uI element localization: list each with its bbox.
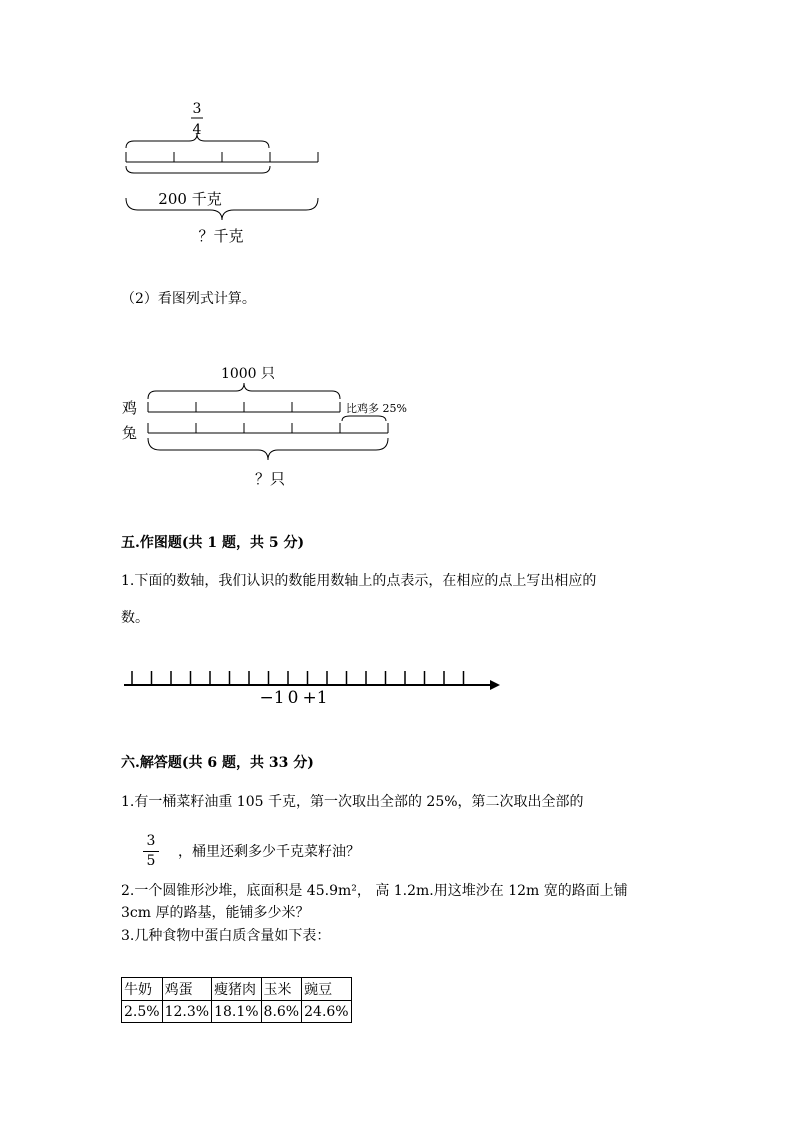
section-5-heading: 五.作图题(共 1 题，共 5 分): [121, 535, 305, 551]
table-cell: 12.3%: [162, 1001, 211, 1023]
fraction-denominator: 4: [192, 122, 202, 138]
fraction-numerator: 3: [192, 101, 202, 117]
row-chicken-label: 鸡: [122, 399, 138, 417]
table-row: [122, 1001, 352, 1023]
section-6-heading: 六.解答题(共 6 题，共 33 分): [121, 755, 314, 771]
total-weight-label: ？千克: [198, 227, 244, 245]
section-5-q1-line1: 1.下面的数轴，我们认识的数能用数轴上的点表示，在相应的点上写出相应的: [121, 573, 597, 589]
question-2-label: （2）看图列式计算。: [121, 291, 256, 307]
section-6-q2-line1: 2.一个圆锥形沙堆，底面积是 45.9m²， 高 1.2m.用这堆沙在 12m 宽的路面上铺: [121, 883, 628, 899]
protein-table: [121, 977, 352, 1023]
axis-label-minus-one: −1: [259, 688, 285, 708]
top-count-label: 1000 只: [220, 366, 276, 382]
section-6-q1-line2: ，桶里还剩多少千克菜籽油？: [178, 844, 360, 860]
row-rabbit-label: 兔: [122, 424, 138, 442]
section-6-q1-line1: 1.有一桶菜籽油重 105 千克，第一次取出全部的 25%，第二次取出全部的: [121, 794, 584, 810]
table-header-row: [122, 978, 352, 1001]
axis-label-zero: 0: [287, 688, 299, 708]
q1-fraction-numerator: 3: [146, 833, 156, 849]
extra-percent-label: 比鸡多 25%: [346, 402, 407, 415]
q1-fraction-denominator: 5: [146, 853, 156, 869]
section-6-q2-line2: 3cm 厚的路基，能铺多少米？: [121, 905, 310, 921]
section-5-q1-line2: 数。: [121, 610, 149, 626]
table-cell: 2.5%: [122, 1001, 163, 1023]
table-cell: 8.6%: [261, 1001, 302, 1023]
total-count-label: ？只: [254, 470, 286, 488]
table-cell: 24.6%: [302, 1001, 351, 1023]
table-header-cell: 瘦猪肉: [212, 978, 261, 1001]
part-weight-label: 200 千克: [158, 190, 222, 208]
section-6-q3-line1: 3.几种食物中蛋白质含量如下表：: [121, 928, 331, 944]
table-header-cell: 豌豆: [302, 978, 351, 1001]
table-header-cell: 玉米: [261, 978, 302, 1001]
table-header-cell: 鸡蛋: [162, 978, 211, 1001]
table-cell: 18.1%: [212, 1001, 261, 1023]
table-header-cell: 牛奶: [122, 978, 163, 1001]
q1-fraction-bar: [143, 851, 159, 852]
axis-label-plus-one: +1: [302, 688, 328, 708]
